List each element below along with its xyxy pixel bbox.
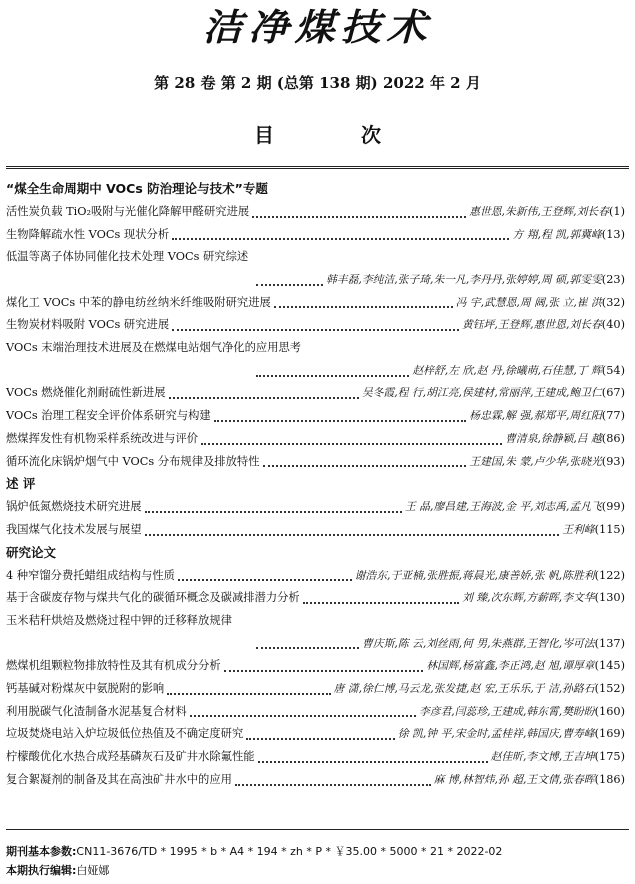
article-title: 燃煤机组颗粒物排放特性及其有机成分分析 [6, 659, 221, 673]
page-number: (86) [601, 431, 625, 445]
page-number: (67) [601, 386, 625, 400]
page-number: (77) [601, 409, 625, 423]
page-number: (122) [594, 568, 625, 582]
page-number: (32) [601, 295, 625, 309]
dot-leader [252, 215, 466, 218]
page-number: (186) [594, 772, 625, 786]
article-authors: 方 翔,程 凯,郭冀峰 [512, 227, 602, 241]
toc-entry[interactable] [6, 769, 625, 792]
params-label: 期刊基本参数: [6, 845, 77, 858]
dot-leader [167, 692, 330, 695]
toc-entry[interactable] [6, 246, 625, 269]
divider-bottom [6, 829, 629, 830]
toc-entry[interactable] [6, 360, 625, 383]
article-title: 钙基碱对粉煤灰中氨脱附的影响 [6, 682, 165, 696]
toc-entry[interactable] [6, 451, 625, 474]
toc-entry[interactable] [6, 610, 625, 633]
article-title: 生物炭材料吸附 VOCs 研究进展 [6, 318, 170, 332]
article-title: 柠檬酸优化水热合成羟基磷灰石及矿井水除氟性能 [6, 750, 255, 764]
article-title: 利用脱碳气化渣制备水泥基复合材料 [6, 704, 187, 718]
issue-line: 第 28 卷 第 2 期 (总第 138 期) 2022 年 2 月 [154, 74, 481, 92]
toc-entry[interactable] [6, 269, 625, 292]
article-title: 锅炉低氮燃烧技术研究进展 [6, 500, 142, 514]
section-title: “煤全生命周期中 VOCs 防治理论与技术”专题 [6, 181, 268, 196]
dot-leader [256, 374, 409, 377]
article-title: 低温等离子体协同催化技术处理 VOCs 研究综述 [6, 250, 249, 264]
article-authors: 惠世恩,朱新伟,王登辉,刘长春 [469, 204, 609, 218]
page-number: (23) [601, 273, 625, 287]
article-title: VOCs 燃烧催化剂耐硫性新进展 [6, 386, 166, 400]
article-authors: 王 晶,廖昌建,王海波,金 平,刘志禹,孟凡飞 [405, 500, 602, 514]
toc-entry[interactable] [6, 746, 625, 769]
toc-entry[interactable] [6, 292, 625, 315]
page-number: (13) [601, 227, 625, 241]
divider-top [6, 166, 629, 167]
article-title: 活性炭负载 TiO₂吸附与光催化降解甲醛研究进展 [6, 204, 250, 218]
article-authors: 杨忠霖,解 强,郝郑平,周红阳 [469, 409, 602, 423]
toc-entry[interactable] [6, 496, 625, 519]
toc-entry[interactable] [6, 201, 625, 224]
toc-entry[interactable] [6, 723, 625, 746]
toc-entry[interactable] [6, 337, 625, 360]
article-authors: 李彦君,闫蕊珍,王建成,韩东霄,樊盼盼 [418, 704, 595, 718]
dot-leader [214, 419, 467, 422]
table-of-contents [6, 178, 625, 792]
page-number: (1) [608, 204, 625, 218]
dot-leader [201, 442, 502, 445]
toc-entry[interactable] [6, 383, 625, 406]
article-authors: 王利峰 [562, 522, 595, 536]
dot-leader [256, 283, 323, 286]
dot-leader [224, 669, 424, 672]
dot-leader [190, 714, 416, 717]
article-authors: 黄钰坪,王登辉,惠世恩,刘长春 [461, 318, 602, 332]
dot-leader [274, 305, 453, 308]
toc-entry[interactable] [6, 565, 625, 588]
page-number: (130) [594, 591, 625, 605]
page-number: (152) [594, 682, 625, 696]
page-number: (99) [601, 500, 625, 514]
dot-leader [145, 533, 560, 536]
article-authors: 麻 博,林智炜,孙 超,王文倩,张春晖 [433, 772, 595, 786]
page-number: (93) [601, 454, 625, 468]
article-title: 煤化工 VOCs 中苯的静电纺丝纳米纤维吸附研究进展 [6, 295, 271, 309]
page-number: (40) [601, 318, 625, 332]
article-authors: 刘 臻,次东辉,方薪晖,李文华 [462, 591, 595, 605]
page-number: (169) [594, 727, 625, 741]
article-title: VOCs 末端治理技术进展及在燃煤电站烟气净化的应用思考 [6, 341, 302, 355]
section-title: 述 评 [6, 476, 36, 492]
dot-leader [235, 783, 431, 786]
divider-top-second [6, 168, 629, 169]
article-title: 生物降解疏水性 VOCs 现状分析 [6, 227, 170, 241]
toc-entry[interactable] [6, 224, 625, 247]
dot-leader [169, 396, 359, 399]
article-title: 玉米秸秆烘焙及燃烧过程中钾的迁移释放规律 [6, 613, 232, 627]
page-number: (175) [594, 750, 625, 764]
dot-leader [263, 464, 467, 467]
toc-entry[interactable] [6, 428, 625, 451]
article-authors: 林国辉,杨富鑫,李正鸿,赵 旭,谭厚章 [426, 659, 595, 673]
page-number: (160) [594, 704, 625, 718]
page-number: (54) [601, 363, 625, 377]
page-number: (115) [594, 522, 625, 536]
article-authors: 吴冬霞,程 行,胡江亮,侯建材,常丽萍,王建成,鲍卫仁 [361, 386, 602, 400]
article-authors: 赵佳昕,李文博,王吉坤 [490, 750, 595, 764]
toc-entry[interactable] [6, 519, 625, 542]
article-authors: 唐 潇,徐仁博,马云龙,张发捷,赵 宏,王乐乐,于 洁,孙路石 [333, 682, 595, 696]
toc-entry[interactable] [6, 701, 625, 724]
article-title: 4 种窄馏分费托蜡组成结构与性质 [6, 568, 175, 582]
article-title: 我国煤气化技术发展与展望 [6, 522, 142, 536]
toc-entry[interactable] [6, 655, 625, 678]
article-authors: 徐 凯,钟 平,宋金时,孟桂祥,韩国庆,曹寿峰 [397, 727, 595, 741]
article-authors: 曹庆斯,陈 云,刘丝雨,何 男,朱燕群,王智化,岑可法 [362, 636, 595, 650]
issue-editor [6, 862, 625, 880]
toc-entry[interactable] [6, 587, 625, 610]
dot-leader [303, 601, 459, 604]
journal-masthead: 洁净煤技术 [202, 5, 433, 50]
article-authors: 冯 宇,武慧恩,周 阔,张 立,崔 洪 [455, 295, 602, 309]
editor-value: 白娅娜 [76, 864, 110, 877]
page-number: (137) [594, 636, 625, 650]
dot-leader [145, 510, 402, 513]
toc-entry[interactable] [6, 405, 625, 428]
journal-params [6, 843, 625, 861]
article-title: 循环流化床锅炉烟气中 VOCs 分布规律及排放特性 [6, 454, 260, 468]
dot-leader [256, 646, 359, 649]
section-title: 研究论文 [6, 544, 57, 560]
dot-leader [258, 760, 488, 763]
article-title: 基于含碳废存物与煤共气化的碳循环概念及碳减排潜力分析 [6, 591, 300, 605]
article-authors: 谢浩东,于亚楠,张胜振,蒋晨光,康善娇,张 帆,陈胜利 [354, 568, 595, 582]
toc-entry[interactable] [6, 633, 625, 656]
toc-title: 目 次 [254, 123, 421, 147]
article-title: 燃煤挥发性有机物采样系统改进与评价 [6, 431, 199, 445]
params-value: CN11-3676/TD * 1995 * b * A4 * 194 * zh * P * ￥35.00 * 5000 * 21 * 2022-02 [76, 845, 503, 858]
toc-entry[interactable] [6, 314, 625, 337]
dot-leader [178, 578, 352, 581]
editor-label: 本期执行编辑: [6, 864, 77, 877]
dot-leader [246, 737, 395, 740]
dot-leader [172, 237, 509, 240]
article-authors: 韩丰磊,李纯洁,张子琦,朱一凡,李丹丹,张婷婷,周 硕,郭雯雯 [326, 273, 602, 287]
article-title: 垃圾焚烧电站入炉垃圾低位热值及不确定度研究 [6, 727, 244, 741]
dot-leader [172, 328, 459, 331]
article-authors: 王建国,朱 蒙,卢少华,张晓光 [469, 454, 602, 468]
article-title: VOCs 治理工程安全评价体系研究与构建 [6, 409, 211, 423]
article-title: 复合絮凝剂的制备及其在高浊矿井水中的应用 [6, 772, 232, 786]
page-number: (145) [594, 659, 625, 673]
article-authors: 曹清泉,徐静颖,吕 越 [505, 431, 602, 445]
article-authors: 赵梓舒,左 欣,赵 丹,徐曦萌,石佳慧,丁 辉 [412, 363, 602, 377]
toc-entry[interactable] [6, 678, 625, 701]
